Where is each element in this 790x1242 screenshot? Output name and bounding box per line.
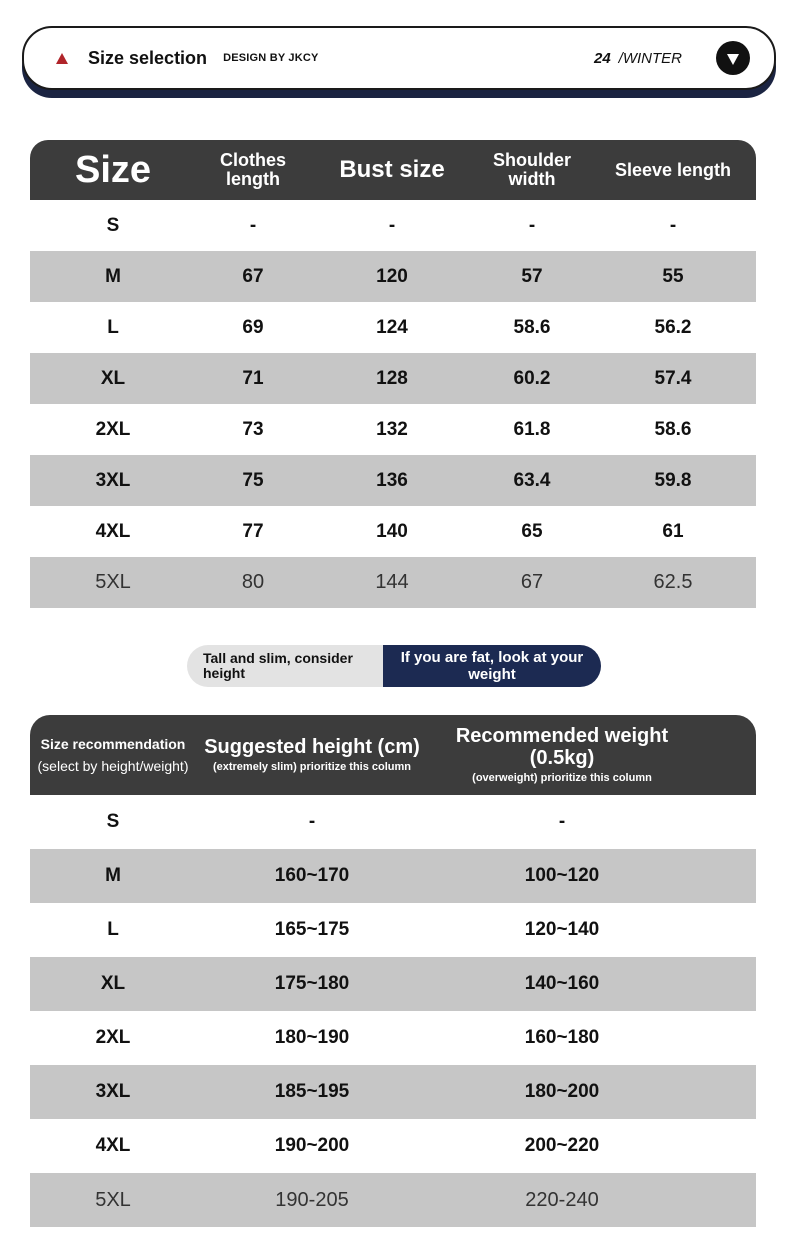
size-cell: S [106,214,120,236]
header-clothes-length: Clothes length [219,150,286,189]
value-cell: 61 [662,520,684,542]
header-recommended-weight [428,725,696,785]
body-type-toggle [187,645,601,687]
table-row [30,903,756,957]
triangle-down-icon [727,54,739,65]
size-chart-header [30,140,756,200]
value-cell: 57.4 [654,367,692,389]
value-cell: 190-205 [275,1188,349,1211]
value-cell: 58.6 [654,418,692,440]
toggle-option-slim[interactable]: Tall and slim, consider height [187,645,383,687]
value-cell: 144 [375,571,409,593]
size-cell: 3XL [95,1081,131,1102]
value-cell: 220-240 [525,1188,599,1211]
value-cell: 120~140 [524,919,600,940]
value-cell: 200~220 [524,1135,600,1156]
table-row [30,957,756,1011]
header-bar [22,26,776,90]
header-banner [22,26,776,98]
value-cell: - [669,214,677,236]
table-row [30,1065,756,1119]
header-size-recommendation [30,737,196,774]
recommendation-header [30,715,756,795]
value-cell: 77 [242,520,264,542]
table-row [30,353,756,404]
size-cell: XL [100,973,126,994]
header-suggested-height [196,736,428,774]
value-cell: 56.2 [654,316,692,338]
value-cell: 73 [242,418,264,440]
value-cell: 55 [662,265,684,287]
size-cell: 2XL [95,1027,131,1048]
value-cell: 120 [376,265,408,287]
table-row [30,200,756,251]
value-cell: 136 [376,469,408,491]
header-suggested-height-sub: (extremely slim) prioritize this column [212,761,412,773]
value-cell: 62.5 [653,571,693,593]
value-cell: 160~170 [274,865,350,886]
value-cell: 67 [520,571,544,593]
size-cell: 2XL [95,418,131,440]
table-row [30,1011,756,1065]
value-cell: 67 [242,265,264,287]
table-row [30,1119,756,1173]
value-cell: 140~160 [524,973,600,994]
header-recommended-weight-title: Recommended weight (0.5kg) [455,725,669,769]
value-cell: 60.2 [513,367,551,389]
header-recommended-weight-sub: (overweight) prioritize this column [472,772,652,784]
size-cell: M [105,865,121,886]
size-cell: S [106,811,120,832]
table-row [30,506,756,557]
value-cell: 128 [376,367,408,389]
table-row [30,455,756,506]
value-cell: 140 [376,520,408,542]
size-cell: 4XL [95,1135,131,1156]
size-cell: 5XL [95,1188,131,1211]
header-sleeve-length: Sleeve length [614,159,732,180]
size-cell: 3XL [95,469,131,491]
dropdown-button[interactable] [716,41,750,75]
value-cell: 80 [241,571,265,593]
size-cell: L [107,316,119,338]
size-recommendation-table [30,715,756,1227]
value-cell: 69 [242,316,264,338]
value-cell: 132 [376,418,408,440]
header-size: Size [74,148,152,191]
size-cell: M [105,265,121,287]
header-shoulder-width: Shoulder width [492,150,571,189]
value-cell: 185~195 [274,1081,350,1102]
value-cell: 180~200 [524,1081,600,1102]
size-cell: L [107,919,119,940]
table-row [30,404,756,455]
value-cell: 175~180 [274,973,350,994]
value-cell: 190~200 [274,1135,350,1156]
value-cell: - [308,811,316,832]
header-suggested-height-title: Suggested height (cm) [204,736,420,758]
value-cell: 75 [242,469,264,491]
value-cell: 59.8 [654,469,692,491]
table-row [30,251,756,302]
value-cell: 58.6 [513,316,551,338]
table-row [30,1173,756,1227]
value-cell: - [558,811,566,832]
value-cell: 160~180 [524,1027,600,1048]
value-cell: - [388,214,396,236]
design-credit: DESIGN BY JKCY [223,52,319,64]
value-cell: 165~175 [274,919,350,940]
value-cell: 57 [521,265,543,287]
season-label [594,50,682,67]
value-cell: 180~190 [274,1027,350,1048]
value-cell: 63.4 [513,469,551,491]
value-cell: - [249,214,257,236]
table-row [30,557,756,608]
table-row [30,795,756,849]
header-size-recommendation-title: Size recommendation [40,735,186,752]
value-cell: 100~120 [524,865,600,886]
recommendation-body [30,795,756,1227]
season-year: 24 [593,49,611,67]
size-cell: 5XL [95,571,131,593]
size-cell: 4XL [95,520,131,542]
value-cell: 124 [376,316,408,338]
value-cell: 65 [521,520,543,542]
value-cell: - [528,214,536,236]
size-chart-body [30,200,756,608]
table-row [30,302,756,353]
triangle-up-icon [56,53,68,64]
size-chart-table [30,140,756,608]
toggle-option-fat[interactable]: If you are fat, look at your weight [383,645,601,687]
value-cell: 71 [242,367,264,389]
size-cell: XL [100,367,126,389]
page-title: Size selection [88,47,208,68]
header-bust-size: Bust size [339,156,445,183]
value-cell: 61.8 [513,418,551,440]
header-size-recommendation-sub: (select by height/weight) [37,757,189,774]
table-row [30,849,756,903]
season-name: /WINTER [618,49,682,67]
